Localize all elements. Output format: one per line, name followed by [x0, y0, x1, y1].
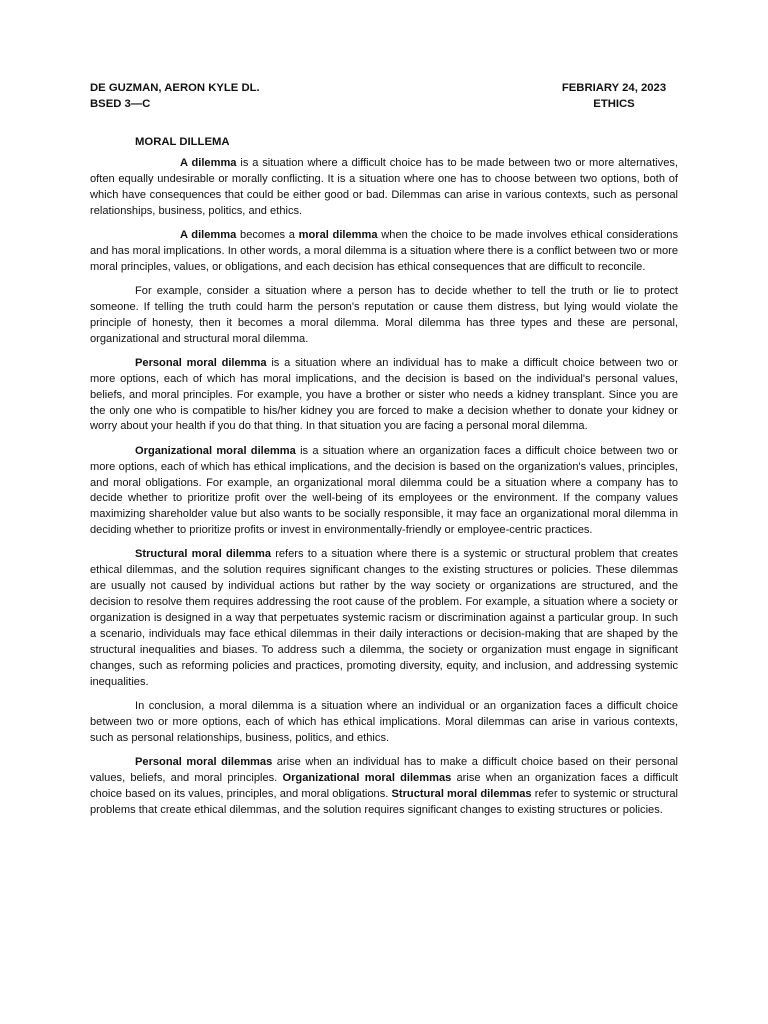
class-section: BSED 3—C [90, 98, 151, 110]
subject: ETHICS [593, 98, 635, 110]
paragraph-text: arise when an organization faces a difficult choice based on its values, principles, and moral obligations. [90, 771, 679, 800]
paragraph-structural [90, 547, 678, 690]
paragraph-text: In conclusion, a moral dilemma is a situation where an individual or an organization faces a difficult choice between two or more options, each of which has ethical implications. Moral dilemmas can arise in various contexts, such as personal relationships, business, politics, and ethics. [90, 699, 678, 744]
paragraph-example [90, 284, 678, 348]
header-row-1 [90, 80, 678, 96]
paragraph-text: arise when an individual has to make a difficult choice based on their personal values, beliefs, and moral principles. [90, 755, 679, 784]
paragraph-dilemma-definition [90, 156, 678, 220]
document-date: FEBRIARY 24, 2023 [561, 82, 667, 94]
paragraph-summary [90, 755, 678, 819]
bold-term: A dilemma [180, 157, 237, 169]
paragraph-text: refers to a situation where there is a systemic or structural problem that creates ethical dilemmas, and the solution requires significant changes to the existing structures or policies. These dilemmas are usually not caused by individual actions but rather by the way society or organizations are structured, and the decision to resolve them requires addressing the root cause of the problem. For example, a situation where a society or organization is designed in a way that perpetuates systemic racism or discrimination against a particular group. In such a scenario, individuals may face ethical dilemmas in their daily interactions or decision-making that are shaped by the structural inequalities and biases. To address such a dilemma, the society or organization must engage in significant changes, such as reforming policies and practices, promoting diversity, equity, and inclusion, and addressing systemic inequalities. [90, 548, 679, 688]
bold-term: Personal moral dilemma [135, 356, 267, 369]
bold-term: Organizational moral dilemmas [282, 771, 452, 784]
bold-term: Structural moral dilemma [135, 548, 271, 561]
document-page [90, 80, 678, 827]
bold-term: moral dilemma [298, 228, 378, 241]
paragraph-moral-dilemma [90, 228, 678, 276]
paragraph-text: when the choice to be made involves ethical considerations and has moral implications. In other words, a moral dilemma is a situation where there is a conflict between two or more moral principles, values, or obligations, and each decision has ethical consequences that are difficult to reconcile. [90, 228, 678, 273]
bold-term: Structural moral dilemmas [391, 787, 532, 800]
paragraph-text: is a situation where an organization faces a difficult choice between two or more options, each of which has ethical implications, and the decision is based on the organization's values, principles, and moral obligations. For example, an organizational moral dilemma could be a situation where a company has to decide whether to prioritize profit over the well-being of its employees or the environment. If the company values maximizing shareholder value but also wants to be socially responsible, it may face an organizational moral dilemma in deciding whether to prioritize profits or invest in environmentally-friendly or employee-centric practices. [90, 444, 678, 537]
paragraph-organizational [90, 444, 678, 539]
header-row-2 [90, 96, 678, 112]
paragraph-text: refer to systemic or structural problems that create ethical dilemmas, and the solution requires significant changes to existing structures or policies. [90, 787, 678, 816]
bold-term: A dilemma [180, 228, 237, 241]
author-name: DE GUZMAN, AERON KYLE DL. [90, 82, 260, 94]
document-title: MORAL DILLEMA [135, 136, 230, 148]
paragraph-personal [90, 356, 678, 436]
paragraph-text: is a situation where a difficult choice has to be made between two or more alternatives, often equally undesirable or morally conflicting. It is a situation where one has to choose between two options, both of which have consequences that could be either good or bad. Dilemmas can arise in various contexts, such as personal relationships, business, politics, and ethics. [90, 157, 678, 217]
paragraph-conclusion [90, 699, 678, 747]
bold-term: Personal moral dilemmas [135, 755, 273, 768]
paragraph-text: becomes a [236, 228, 299, 241]
paragraph-text: is a situation where an individual has to make a difficult choice between two or more options, each of which has moral implications, and the decision is based on the individual's personal values, beliefs, and moral principles. For example, you have a brother or sister who needs a kidney transplant. Since you are the only one who is compatible to his/her kidney you are forced to make a decision whether to donate your kidney or worry about your health if you do that thing. In that situation you are facing a personal moral dilemma. [90, 356, 678, 433]
paragraph-text: For example, consider a situation where a person has to decide whether to tell the truth or lie to protect someone. If telling the truth could harm the person's reputation or cause them distress, but lying would violate the principle of honesty, then it becomes a moral dilemma. Moral dilemma has three types and these are personal, organizational and structural moral dilemma. [90, 284, 678, 345]
bold-term: Organizational moral dilemma [135, 444, 296, 457]
